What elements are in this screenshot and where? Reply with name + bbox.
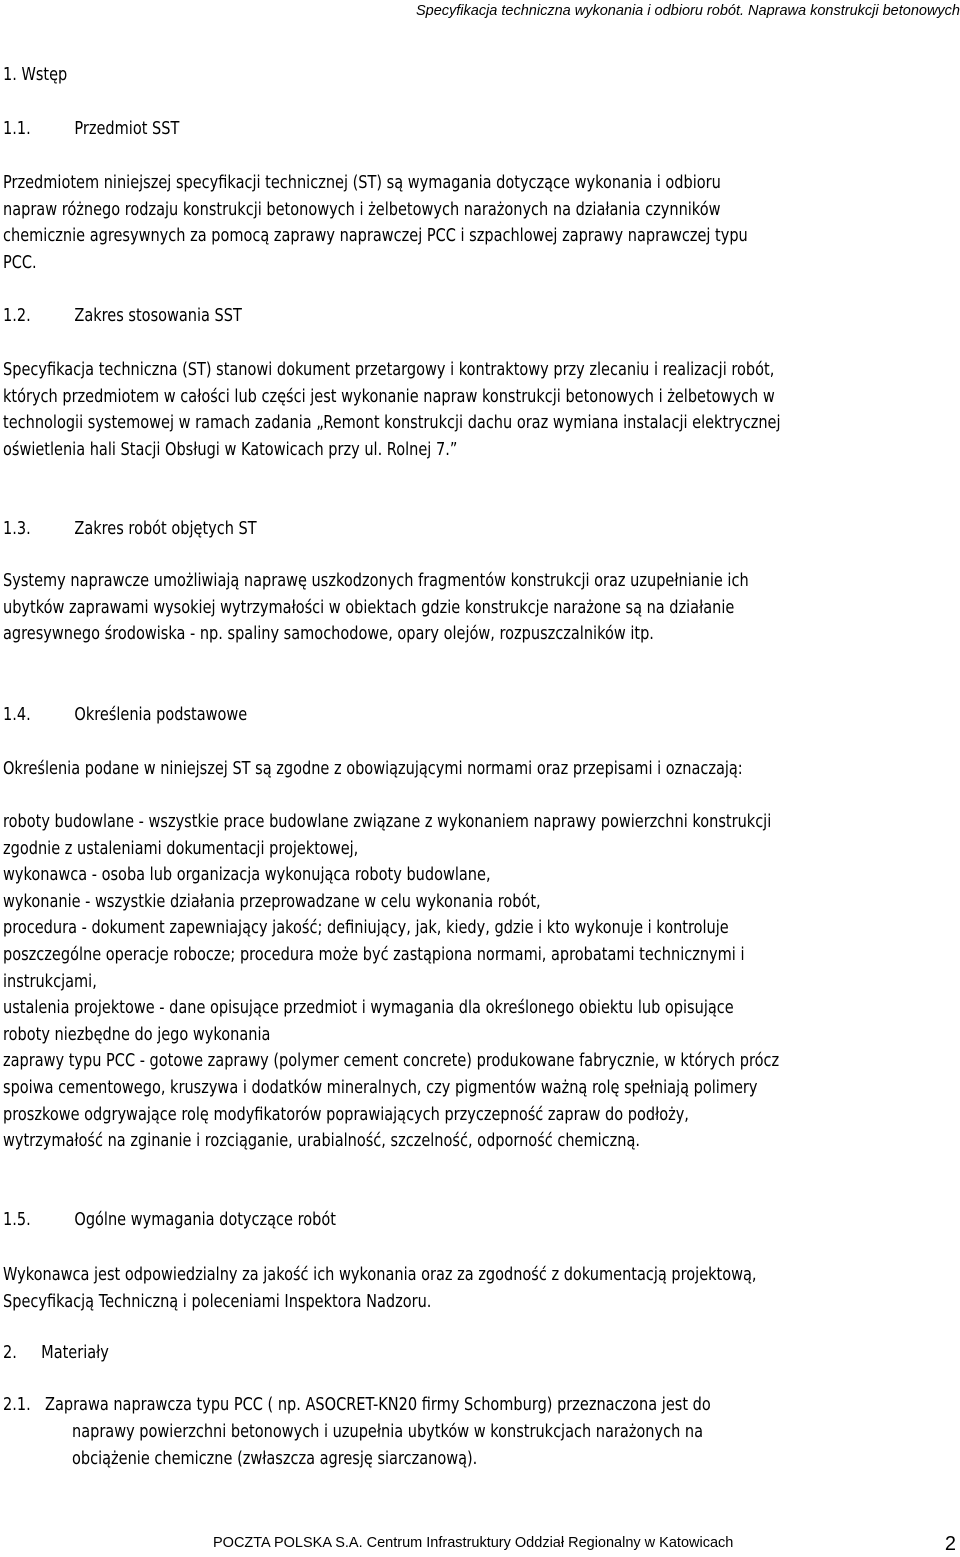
definition-line: proszkowe odgrywające rolę modyfikatorów poprawiających przyczepność zapraw do podłoży, <box>3 1104 689 1125</box>
definition-line: ustalenia projektowe - dane opisujące przedmiot i wymagania dla określonego obiektu lub opisujące <box>3 998 734 1019</box>
text-line: Specyfikacją Techniczną i poleceniami Inspektora Nadzoru. <box>3 1291 432 1312</box>
text-line: Specyfikacja techniczna (ST) stanowi dokument przetargowy i kontraktowy przy zlecaniu i realizacji robót, <box>3 360 775 380</box>
item-2-1-continuation <box>72 1419 703 1472</box>
heading-1-2-title: Zakres stosowania SST <box>74 306 242 326</box>
text-line: których przedmiotem w całości lub części jest wykonanie napraw konstrukcji betonowych i żelbetowych w <box>3 386 775 407</box>
heading-1-number: 1. <box>3 65 17 85</box>
definition-line: wytrzymałość na zginanie i rozciąganie, urabialność, szczelność, odporność chemiczną. <box>3 1131 641 1152</box>
heading-1-5-title: Ogólne wymagania dotyczące robót <box>74 1210 336 1230</box>
heading-1-4-title: Określenia podstawowe <box>74 705 248 725</box>
text-line: oświetlenia hali Stacji Obsługi w Katowicach przy ul. Rolnej 7.” <box>3 439 458 460</box>
heading-1-3-title: Zakres robót objętych ST <box>74 519 257 539</box>
heading-2-number: 2. <box>3 1343 17 1363</box>
definitions-list <box>3 809 779 1155</box>
text-line: Wykonawca jest odpowiedzialny za jakość ich wykonania oraz za zgodność z dokumentacją projektową, <box>3 1265 757 1285</box>
definition-line: procedura - dokument zapewniający jakość; definiujący, jak, kiedy, gdzie i kto wykonuje i kontroluje <box>3 918 729 939</box>
heading-1-1 <box>3 116 179 143</box>
heading-1-title: Wstęp <box>21 65 68 85</box>
text-line: naprawy powierzchni betonowych i uzupełnia ubytków w konstrukcjach narażonych na <box>72 1422 704 1442</box>
heading-1 <box>3 62 67 89</box>
definition-line: zgodnie z ustaleniami dokumentacji projektowej, <box>3 838 359 859</box>
text-line: Systemy naprawcze umożliwiają naprawę uszkodzonych fragmentów konstrukcji oraz uzupełnianie ich <box>3 571 749 591</box>
text-line: agresywnego środowiska - np. spaliny samochodowe, opary olejów, rozpuszczalników itp. <box>3 624 654 645</box>
heading-1-4-number: 1.4. <box>3 705 31 725</box>
definition-line: wykonanie - wszystkie działania przeprowadzane w celu wykonania robót, <box>3 891 541 912</box>
paragraph-1-5 <box>3 1262 757 1315</box>
heading-2 <box>3 1340 109 1367</box>
heading-1-1-title: Przedmiot SST <box>74 119 180 139</box>
item-2-1-number: 2.1. <box>3 1395 31 1415</box>
heading-1-3-number: 1.3. <box>3 519 31 539</box>
paragraph-1-1 <box>3 170 748 276</box>
definition-line: roboty niezbędne do jego wykonania <box>3 1024 271 1045</box>
definition-line: roboty budowlane - wszystkie prace budowlane związane z wykonaniem naprawy powierzchni konstrukcji <box>3 812 772 832</box>
heading-1-4 <box>3 702 247 729</box>
heading-1-1-number: 1.1. <box>3 119 31 139</box>
heading-1-2-number: 1.2. <box>3 306 31 326</box>
text-line: napraw różnego rodzaju konstrukcji betonowych i żelbetowych narażonych na działania czynników <box>3 199 721 220</box>
definition-line: zaprawy typu PCC - gotowe zaprawy (polymer cement concrete) produkowane fabrycznie, w których prócz <box>3 1051 780 1072</box>
text-line: technologii systemowej w ramach zadania „Remont konstrukcji dachu oraz wymiana instalacji elektrycznej <box>3 413 781 434</box>
running-header: Specyfikacja techniczna wykonania i odbioru robót. Naprawa konstrukcji betonowych <box>415 3 960 19</box>
heading-1-2 <box>3 303 242 330</box>
text-line: chemicznie agresywnych za pomocą zaprawy naprawczej PCC i szpachlowej zaprawy naprawczej typu <box>3 226 748 247</box>
definition-line: poszczególne operacje robocze; procedura może być zastąpiona normami, aprobatami technicznymi i <box>3 944 745 965</box>
definition-line: wykonawca - osoba lub organizacja wykonująca roboty budowlane, <box>3 865 491 886</box>
text-line: ubytków zaprawami wysokiej wytrzymałości w obiektach gdzie konstrukcje narażone są na działanie <box>3 597 735 618</box>
page-number: 2 <box>944 1533 956 1555</box>
definition-line: spoiwa cementowego, kruszywa i dodatków mineralnych, czy pigmentów ważną rolę spełniają polimery <box>3 1077 758 1098</box>
paragraph-1-4-intro: Określenia podane w niniejszej ST są zgodne z obowiązującymi normami oraz przepisami i oznaczają: <box>3 759 743 779</box>
text-line: Przedmiotem niniejszej specyfikacji technicznej (ST) są wymagania dotyczące wykonania i odbioru <box>3 173 721 193</box>
paragraph-1-3 <box>3 568 749 648</box>
text-line: obciążenie chemiczne (zwłaszcza agresję siarczanową). <box>72 1448 478 1469</box>
footer-organization: POCZTA POLSKA S.A. Centrum Infrastruktury Oddział Regionalny w Katowicach <box>213 1535 734 1551</box>
heading-2-title: Materiały <box>41 1343 109 1363</box>
heading-1-5-number: 1.5. <box>3 1210 31 1230</box>
heading-1-5 <box>3 1207 336 1234</box>
text-line: PCC. <box>3 252 37 273</box>
paragraph-1-2 <box>3 357 781 463</box>
item-2-1-first-line: Zaprawa naprawcza typu PCC ( np. ASOCRET-KN20 firmy Schomburg) przeznaczona jest do <box>45 1395 711 1415</box>
heading-1-3 <box>3 516 257 543</box>
definition-line: instrukcjami, <box>3 971 97 992</box>
